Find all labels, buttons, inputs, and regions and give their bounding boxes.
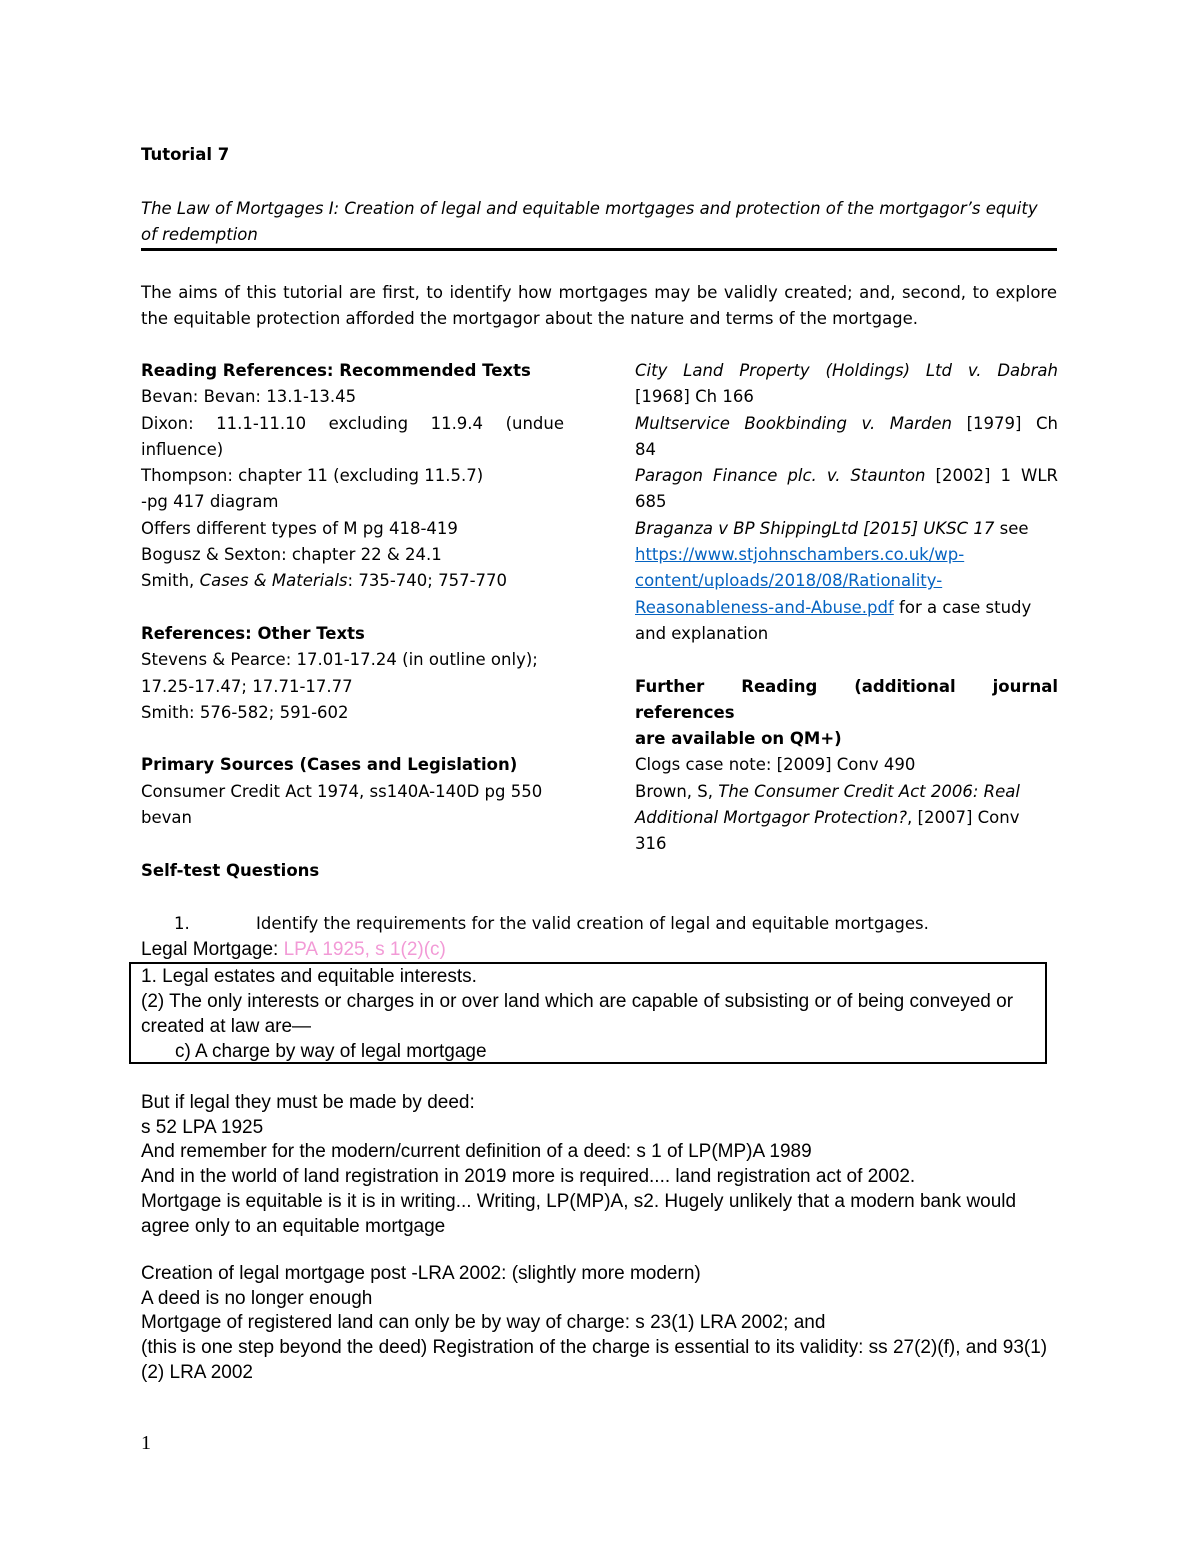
ref-pg417: -pg 417 diagram <box>141 492 279 512</box>
recommended-heading: Reading References: Recommended Texts <box>141 361 531 380</box>
other-heading: References: Other Texts <box>141 623 365 643</box>
ref-dixon: Dixon: 11.1-11.10 excluding 11.9.4 (undue <box>141 413 564 433</box>
statute-quote-text <box>141 964 1037 1064</box>
braganza-see: see <box>994 518 1029 538</box>
link-after-2: and explanation <box>635 623 769 643</box>
case-city-land: City Land Property (Holdings) Ltd v. Dabrah <box>635 361 1058 380</box>
external-link-part-3[interactable]: Reasonableness-and-Abuse.pdf <box>635 597 894 617</box>
link-line-1 <box>635 542 1058 568</box>
ref-smith <box>141 568 564 594</box>
legal-mortgage-ref: LPA 1925, s 1(2)(c) <box>283 939 446 960</box>
ref-cca-1: Consumer Credit Act 1974, ss140A-140D pg 550 <box>141 781 543 801</box>
paragon-cite: [2002] 1 WLR <box>925 466 1058 486</box>
question-1-number: 1. <box>174 914 190 933</box>
brown-title-1: The Consumer Credit Act 2006: Real <box>718 781 1020 801</box>
legal-mortgage-line <box>141 939 446 961</box>
title-rule <box>141 248 1057 251</box>
smith-title: Cases & Materials <box>199 571 348 591</box>
note-line: s 52 LPA 1925 <box>141 1116 264 1138</box>
ref-thompson: Thompson: chapter 11 (excluding 11.5.7) <box>141 466 484 486</box>
notes-paragraph-1 <box>141 1091 1061 1239</box>
link-line-2 <box>635 568 1058 594</box>
ref-clogs: Clogs case note: [2009] Conv 490 <box>635 755 916 775</box>
link-line-3 <box>635 595 1058 621</box>
ref-brown <box>635 779 1058 805</box>
ref-stevens-1: Stevens & Pearce: 17.01-17.24 (in outline only); <box>141 650 538 670</box>
ref-bevan: Bevan: Bevan: 13.1-13.45 <box>141 387 357 407</box>
primary-heading: Primary Sources (Cases and Legislation) <box>141 755 518 775</box>
left-column <box>141 358 564 831</box>
case-paragon <box>635 463 1058 489</box>
box-line-3: c) A charge by way of legal mortgage <box>175 1041 487 1062</box>
note-line: Mortgage is equitable is it is in writing... Writing, LP(MP)A, s2. Hugely unlikely that a modern bank would agree only to an equitable mortgage <box>141 1190 1017 1237</box>
brown-cite: , [2007] Conv <box>907 808 1020 828</box>
external-link-part-2[interactable]: content/uploads/2018/08/Rationality- <box>635 571 943 591</box>
ref-smith-other: Smith: 576-582; 591-602 <box>141 702 349 722</box>
further-heading-1: Further Reading (additional journal references <box>635 676 1058 722</box>
tutorial-title: Tutorial 7 <box>141 145 230 164</box>
external-link-part-1[interactable]: https://www.stjohnschambers.co.uk/wp- <box>635 545 965 565</box>
case-multiservice-cont: 84 <box>635 439 656 459</box>
self-test-heading: Self-test Questions <box>141 861 320 880</box>
ref-brown-cont: 316 <box>635 834 667 854</box>
ref-cca-2: bevan <box>141 808 192 828</box>
right-column <box>635 358 1058 858</box>
multiservice-name: Multservice Bookbinding v. Marden <box>635 413 952 433</box>
ref-bogusz: Bogusz & Sexton: chapter 22 & 24.1 <box>141 545 442 565</box>
note-line: And in the world of land registration in 2019 more is required.... land registration act of 2002. <box>141 1166 916 1188</box>
tutorial-subtitle: The Law of Mortgages I: Creation of legal and equitable mortgages and protection of the mortgagor’s equity of redemption <box>141 199 1038 244</box>
ref-dixon-cont: influence) <box>141 439 224 459</box>
smith-prefix: Smith, <box>141 571 200 591</box>
case-multiservice <box>635 411 1058 437</box>
note-line: Mortgage of registered land can only be by way of charge: s 23(1) LRA 2002; and <box>141 1312 826 1334</box>
brown-prefix: Brown, S, <box>635 781 719 801</box>
legal-mortgage-label: Legal Mortgage: <box>141 939 284 960</box>
smith-pages: : 735-740; 757-770 <box>347 571 508 591</box>
note-line: (this is one step beyond the deed) Registration of the charge is essential to its validity: ss 27(2)(f), and 93(1)(2) LRA 2002 <box>141 1337 1048 1383</box>
question-1 <box>174 914 929 933</box>
note-line: But if legal they must be made by deed: <box>141 1092 475 1113</box>
case-paragon-cont: 685 <box>635 492 667 512</box>
page-number: 1 <box>141 1432 151 1454</box>
link-after: for a case study <box>893 597 1032 617</box>
case-braganza <box>635 516 1058 542</box>
case-city-land-cite: [1968] Ch 166 <box>635 387 754 407</box>
ref-brown-2 <box>635 805 1058 831</box>
ref-stevens-2: 17.25-17.47; 17.71-17.77 <box>141 676 353 696</box>
ref-offers: Offers different types of M pg 418-419 <box>141 518 458 538</box>
box-line-1: 1. Legal estates and equitable interests. <box>141 966 477 987</box>
note-line: A deed is no longer enough <box>141 1287 373 1309</box>
notes-paragraph-2 <box>141 1262 1061 1386</box>
note-line: And remember for the modern/current definition of a deed: s 1 of LP(MP)A 1989 <box>141 1141 812 1163</box>
aims-paragraph: The aims of this tutorial are first, to identify how mortgages may be validly created; and, second, to explore the equitable protection afforded the mortgagor about the nature and terms of the mortgage. <box>141 283 1057 328</box>
multiservice-cite: [1979] Ch <box>952 413 1058 433</box>
question-1-text: Identify the requirements for the valid creation of legal and equitable mortgages. <box>256 914 929 933</box>
braganza-name: Braganza v BP ShippingLtd [2015] UKSC 17 <box>635 518 995 538</box>
box-line-2: (2) The only interests or charges in or over land which are capable of subsisting or of being conveyed or created at law are— <box>141 991 1014 1037</box>
note-line: Creation of legal mortgage post -LRA 2002: (slightly more modern) <box>141 1263 701 1284</box>
further-heading-2: are available on QM+) <box>635 729 842 749</box>
paragon-name: Paragon Finance plc. v. Staunton <box>635 466 926 486</box>
brown-title-2: Additional Mortgagor Protection? <box>635 808 908 828</box>
